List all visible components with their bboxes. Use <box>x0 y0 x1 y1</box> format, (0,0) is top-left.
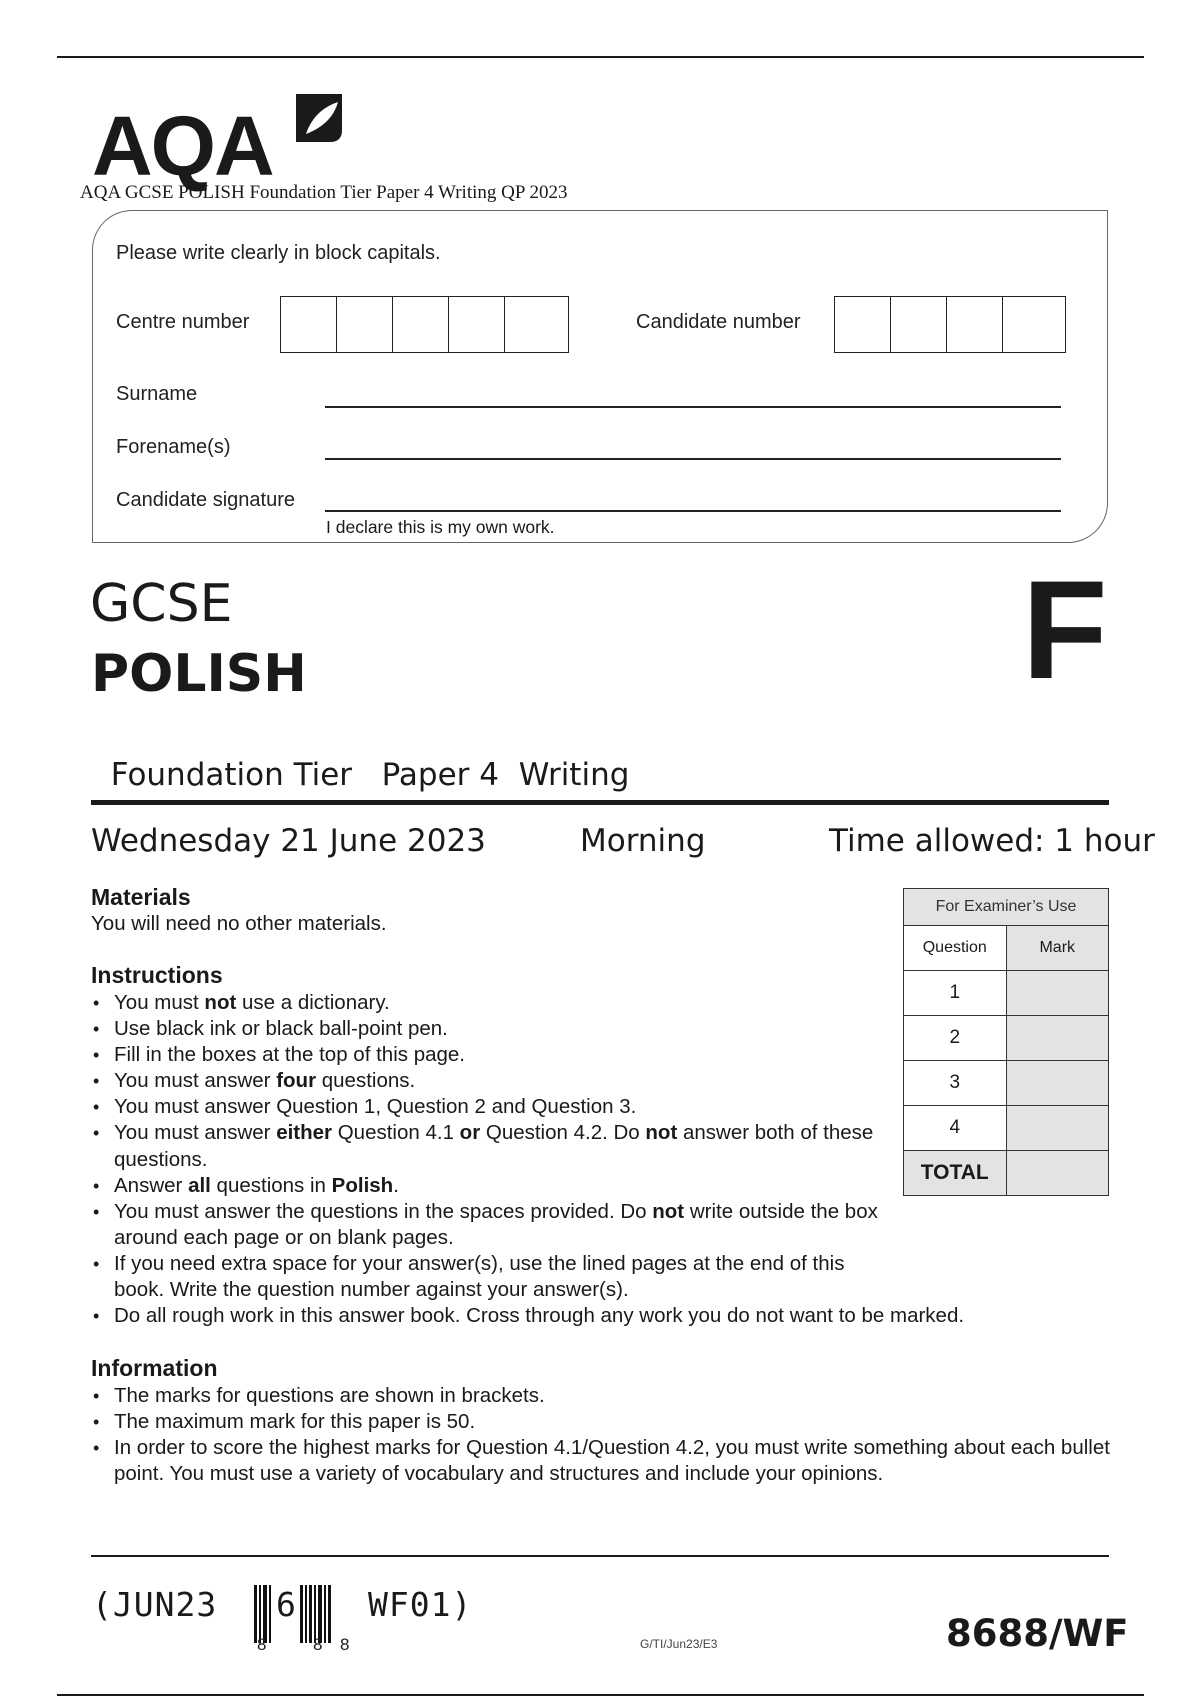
paper-label: Paper 4 <box>381 757 499 793</box>
instruction-item: • Do all rough work in this answer book. Cross through any work you do not want to be marked. <box>91 1303 1104 1329</box>
signature-input-line[interactable] <box>325 510 1061 512</box>
tier-letter: F <box>1022 551 1108 708</box>
centre-digit-box[interactable] <box>393 297 449 352</box>
materials-text: You will need no other materials. <box>91 912 387 935</box>
instruction-item: • If you need extra space for your answer(s), use the lined pages at the end of this book. Write the question number against your answer(s). <box>91 1251 894 1303</box>
code-mid: 6 <box>276 1585 296 1624</box>
candidate-digit-box[interactable] <box>835 297 891 352</box>
total-mark-cell[interactable] <box>1006 1151 1109 1196</box>
centre-digit-box[interactable] <box>449 297 505 352</box>
code-right: WF01) <box>368 1585 473 1624</box>
barcode-digit: 8 <box>257 1635 267 1654</box>
tier-label: Foundation Tier <box>110 757 353 793</box>
barcode-digit: 8 <box>313 1635 323 1654</box>
subject-title: POLISH <box>91 644 307 704</box>
candidate-number-field[interactable] <box>834 296 1066 353</box>
candidate-digit-box[interactable] <box>891 297 947 352</box>
mark-cell[interactable] <box>1006 1061 1109 1106</box>
instruction-item: • You must not use a dictionary. <box>91 990 874 1016</box>
centre-digit-box[interactable] <box>337 297 393 352</box>
forenames-label: Forename(s) <box>116 436 231 458</box>
qualification-title: GCSE <box>90 574 233 634</box>
information-list <box>91 1383 1110 1487</box>
title-rule <box>91 800 1109 805</box>
information-item: • The marks for questions are shown in brackets. <box>91 1383 1091 1409</box>
instruction-item: • You must answer the questions in the spaces provided. Do not write outside the box around each page or on blank pages. <box>91 1199 894 1251</box>
mark-column-header: Mark <box>1006 926 1109 971</box>
centre-number-field[interactable] <box>280 296 569 353</box>
centre-number-label: Centre number <box>116 311 250 333</box>
logo-text: AQA <box>92 99 273 193</box>
instruction-item: • You must answer four questions. <box>91 1068 874 1094</box>
exam-session: Morning <box>580 823 706 859</box>
information-heading: Information <box>91 1355 218 1381</box>
instruction-item: • Fill in the boxes at the top of this page. <box>91 1042 874 1068</box>
instruction-item: • You must answer Question 1, Question 2 and Question 3. <box>91 1094 874 1120</box>
mark-cell[interactable] <box>1006 1106 1109 1151</box>
question-number: 4 <box>904 1106 1007 1151</box>
centre-digit-box[interactable] <box>505 297 561 352</box>
leaf-icon <box>292 90 346 146</box>
barcode-digit: 8 <box>340 1635 350 1654</box>
candidate-number-label: Candidate number <box>636 311 801 333</box>
document-caption: AQA GCSE POLISH Foundation Tier Paper 4 Writing QP 2023 <box>80 182 568 203</box>
forenames-input-line[interactable] <box>325 458 1061 460</box>
candidate-digit-box[interactable] <box>947 297 1003 352</box>
instruction-item: • Answer all questions in Polish. <box>91 1173 874 1199</box>
question-number: 1 <box>904 971 1007 1016</box>
instructions-heading: Instructions <box>91 962 223 988</box>
bottom-rule <box>57 1694 1144 1696</box>
mark-cell[interactable] <box>1006 1016 1109 1061</box>
mark-cell[interactable] <box>1006 971 1109 1016</box>
question-column-header: Question <box>904 926 1007 971</box>
question-number: 3 <box>904 1061 1007 1106</box>
examiner-use-table <box>903 888 1109 1196</box>
instruction-item: • Use black ink or black ball-point pen. <box>91 1016 874 1042</box>
declaration-text: I declare this is my own work. <box>326 517 555 537</box>
information-section <box>91 1355 1110 1487</box>
document-reference: G/TI/Jun23/E3 <box>640 1637 718 1651</box>
paper-code: 8688/WF <box>946 1612 1129 1655</box>
centre-digit-box[interactable] <box>281 297 337 352</box>
materials-heading: Materials <box>91 884 191 910</box>
information-item: • The maximum mark for this paper is 50. <box>91 1409 1091 1435</box>
time-allowed: Time allowed: 1 hour <box>829 823 1155 859</box>
block-capitals-instruction: Please write clearly in block capitals. <box>116 242 441 264</box>
code-left: (JUN23 <box>92 1585 218 1624</box>
materials-section <box>91 884 871 937</box>
barcode-label <box>92 1585 512 1665</box>
component-label: Writing <box>518 757 630 793</box>
instruction-item: • You must answer either Question 4.1 or Question 4.2. Do not answer both of these questions. <box>91 1120 884 1172</box>
examiner-table-title: For Examiner’s Use <box>904 889 1109 926</box>
aqa-logo <box>92 99 352 193</box>
paper-subtitle <box>91 721 629 793</box>
exam-date: Wednesday 21 June 2023 <box>91 823 486 859</box>
top-rule <box>57 56 1144 58</box>
candidate-digit-box[interactable] <box>1003 297 1059 352</box>
total-label: TOTAL <box>904 1151 1007 1196</box>
footer-rule <box>91 1555 1109 1557</box>
question-number: 2 <box>904 1016 1007 1061</box>
signature-label: Candidate signature <box>116 489 296 511</box>
information-item: • In order to score the highest marks for Question 4.1/Question 4.2, you must write something about each bullet point. You must use a variety of vocabulary and structures and include your opinions. <box>91 1435 1114 1487</box>
surname-label: Surname <box>116 383 198 405</box>
surname-input-line[interactable] <box>325 406 1061 408</box>
